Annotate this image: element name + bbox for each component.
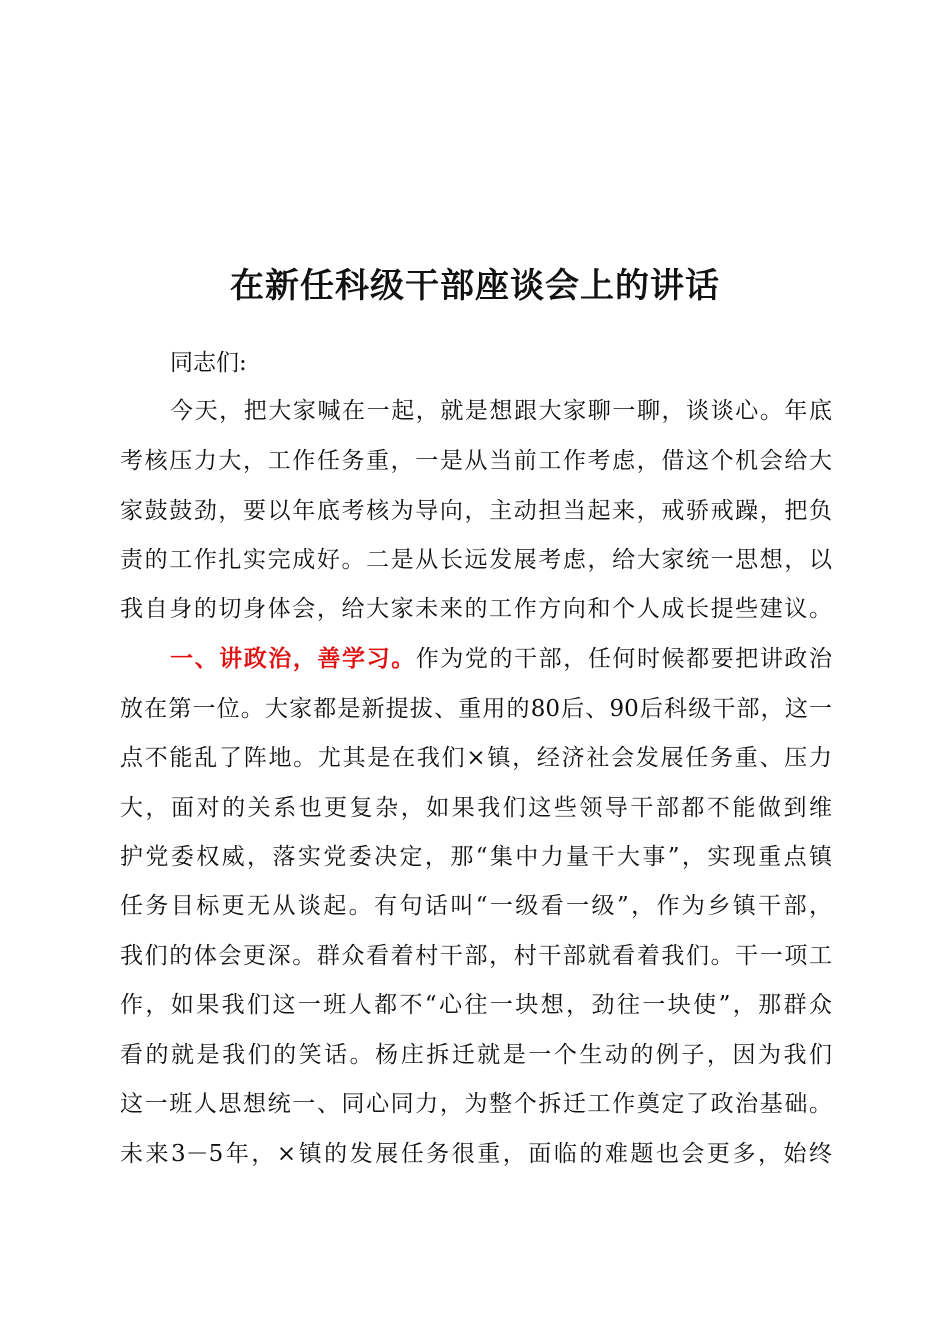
- paragraph-line: 家鼓鼓劲，要以年底考核为导向，主动担当起来，戒骄戒躁，把负: [120, 498, 832, 524]
- paragraph-line: 我自身的切身体会，给大家未来的工作方向和个人成长提些建议。: [120, 596, 832, 622]
- paragraph-line: 未来3－5年，×镇的发展任务很重，面临的难题也会更多，始终: [120, 1141, 832, 1167]
- paragraph-line: 作，如果我们这一班人都不“心往一块想，劲往一块使”，那群众: [120, 992, 832, 1018]
- paragraph-line: 今天，把大家喊在一起，就是想跟大家聊一聊，谈谈心。年底: [170, 398, 832, 424]
- section-heading: 一、讲政治，善学习。: [170, 646, 416, 672]
- section-heading-line: [170, 635, 832, 683]
- paragraph-line: 责的工作扎实完成好。二是从长远发展考虑，给大家统一思想，以: [120, 547, 832, 573]
- paragraph-line: 点不能乱了阵地。尤其是在我们×镇，经济社会发展任务重、压力: [120, 745, 832, 771]
- paragraph-line: 大，面对的关系也更复杂，如果我们这些领导干部都不能做到维: [120, 795, 832, 821]
- paragraph-line: 任务目标更无从谈起。有句话叫“一级看一级”，作为乡镇干部，: [120, 893, 832, 919]
- document-title: 在新任科级干部座谈会上的讲话: [230, 266, 720, 306]
- salutation: 同志们:: [170, 350, 247, 376]
- paragraph-line: 考核压力大，工作任务重，一是从当前工作考虑，借这个机会给大: [120, 448, 832, 474]
- paragraph-line: 这一班人思想统一、同心同力，为整个拆迁工作奠定了政治基础。: [120, 1091, 832, 1117]
- section-heading-text: 作为党的干部，任何时候都要把讲政治: [415, 646, 832, 672]
- paragraph-line: 看的就是我们的笑话。杨庄拆迁就是一个生动的例子，因为我们: [120, 1042, 832, 1068]
- paragraph-line: 放在第一位。大家都是新提拔、重用的80后、90后科级干部，这一: [120, 696, 832, 722]
- paragraph-line: 护党委权威，落实党委决定，那“集中力量干大事”，实现重点镇: [120, 844, 832, 870]
- paragraph-line: 我们的体会更深。群众看着村干部，村干部就看着我们。干一项工: [120, 943, 832, 969]
